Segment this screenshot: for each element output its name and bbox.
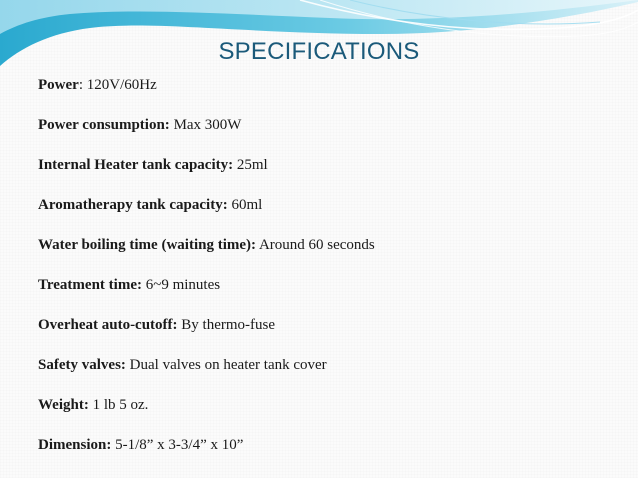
spec-label: Dimension:: [38, 437, 112, 453]
spec-item-overheat-auto-cutoff: [38, 314, 618, 354]
spec-value: 60ml: [227, 197, 263, 213]
spec-item-aromatherapy-tank-capacity: [38, 194, 618, 234]
spec-label: Water boiling time (waiting time):: [38, 237, 257, 253]
spec-value: 1 lb 5 oz.: [88, 397, 149, 413]
spec-item-treatment-time: [38, 274, 618, 314]
spec-value: 25ml: [233, 157, 268, 173]
spec-label: Weight:: [38, 397, 89, 413]
spec-list: [38, 74, 618, 474]
spec-value: 5-1/8” x 3-3/4” x 10”: [111, 437, 244, 453]
spec-label: Aromatherapy tank capacity:: [38, 197, 228, 213]
spec-value: 6~9 minutes: [141, 277, 221, 293]
spec-item-water-boiling-time: [38, 234, 618, 274]
spec-label: Power consumption:: [38, 117, 170, 133]
spec-value: Around 60 seconds: [256, 237, 375, 253]
spec-item-power-consumption: [38, 114, 618, 154]
spec-item-safety-valves: [38, 354, 618, 394]
spec-label: Safety valves:: [38, 357, 126, 373]
spec-value: Max 300W: [169, 117, 242, 133]
spec-item-weight: [38, 394, 618, 434]
spec-label: Power: [38, 77, 79, 93]
spec-value: Dual valves on heater tank cover: [125, 357, 327, 373]
slide-title: [0, 38, 638, 66]
spec-label: Treatment time:: [38, 277, 142, 293]
spec-value: By thermo-fuse: [177, 317, 276, 333]
spec-label: Internal Heater tank capacity:: [38, 157, 234, 173]
spec-item-power: [38, 74, 618, 114]
spec-item-dimension: [38, 434, 618, 474]
spec-label: Overheat auto-cutoff:: [38, 317, 178, 333]
spec-value: : 120V/60Hz: [78, 77, 157, 93]
slide-title-text: SPECIFICATIONS: [218, 38, 420, 65]
spec-item-heater-tank-capacity: [38, 154, 618, 194]
